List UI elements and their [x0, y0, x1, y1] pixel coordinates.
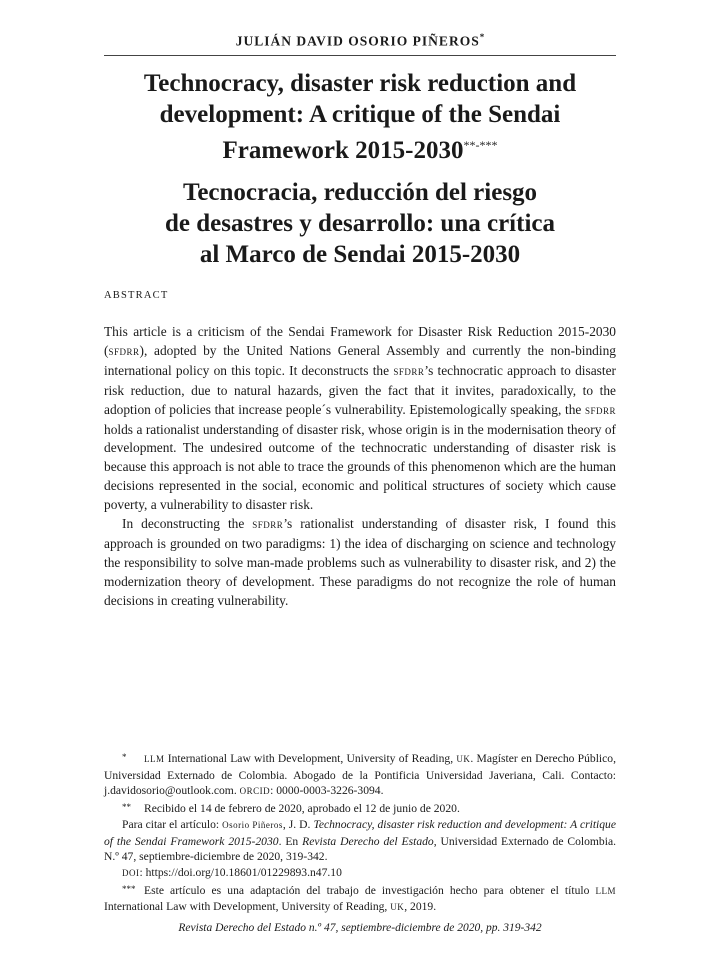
title-es-line-1: Tecnocracia, reducción del riesgo: [182, 179, 538, 206]
title-footnote-marks: **-***: [463, 138, 498, 152]
title-en-line-3: Framework 2015-2030: [222, 137, 464, 164]
running-footer: Revista Derecho del Estado n.º 47, septiembre-diciembre de 2020, pp. 319-342: [178, 922, 542, 934]
title-es-line-3: al Marco de Sendai 2015-2030: [199, 241, 521, 268]
footnote-citation: Para citar el artículo: Osorio Piñeros, J. D. Technocracy, disaster risk reduction and development: A critique of the Sendai Framework 2015-2030. En Revista Derecho del Estado, Universidad Externado de Colombia. N.º 47, septiembre-diciembre de 2020, 319-342.: [104, 817, 617, 864]
header-rule: [104, 55, 616, 56]
footnote-adaptation: *** Este artículo es una adaptación del trabajo de investigación hecho para obtener el título LLM International Law with Development, University of Reading, UK, 2019.: [104, 883, 616, 914]
footnote-doi: DOI: https://doi.org/10.18601/01229893.n47.10: [122, 865, 342, 879]
abstract-paragraph-1: This article is a criticism of the Sendai Framework for Disaster Risk Reduction 2015-2030 (SFDRR), adopted by the United Nations General Assembly and currently the non-binding international policy on this topic. It deconstructs the SFDRR’s technocratic approach to disaster risk reduction, due to natural hazards, given the fact that it invites, paradoxically, to the adoption of policies that increase people´s vulnerability. Epistemologically speaking, the SFDRR holds a rationalist understanding of disaster risk, whose origin is in the modernisation theory of development. The undesired outcome of the technocratic understanding of disaster risk is because this approach is not able to trace the grounds of this phenomenon which are the human decisions represented in the social, economic and political structures of society which cause poverty, a vulnerability to disaster risk.: [104, 324, 616, 513]
title-english: [80, 68, 640, 166]
author-footnote-mark: *: [479, 32, 485, 42]
author-name: JULIÁN DAVID OSORIO PIÑEROS: [235, 33, 480, 49]
footnotes: [104, 750, 616, 916]
abstract-paragraph-2: In deconstructing the SFDRR’s rationalist understanding of disaster risk, I found this approach is grounded on two paradigms: 1) the idea of discharging on science and technology the responsibility to solve man-made problems such as vulnerability to disaster risk, and 2) the modernization theory of development. These paradigms do not recognize the role of human decisions in creating vulnerability.: [104, 516, 617, 608]
footnote-mark: ***: [122, 883, 136, 894]
title-en-line-1: Technocracy, disaster risk reduction and: [143, 70, 577, 97]
footnote-author: * LLM International Law with Development, University of Reading, UK. Magíster en Derecho Público, Universidad Externado de Colombia. Abogado de la Pontificia Universidad Javeriana, Cali. Contacto: j.davidosorio@outlook.com. ORCID: 0000-0003-3226-3094.: [104, 752, 616, 798]
title-en-line-2: development: A critique of the Sendai: [159, 101, 561, 128]
footnote-mark: **: [122, 802, 131, 813]
doi-link[interactable]: : https://doi.org/10.18601/01229893.n47.10: [139, 865, 342, 879]
title-spanish: [80, 177, 640, 270]
footnote-mark: *: [122, 752, 127, 762]
footnote-dates: ** Recibido el 14 de febrero de 2020, aprobado el 12 de junio de 2020.: [122, 802, 460, 816]
title-es-line-2: de desastres y desarrollo: una crítica: [164, 210, 555, 237]
abstract-body: [104, 323, 616, 611]
author-header: [0, 32, 720, 50]
abstract-heading: ABSTRACT: [104, 290, 169, 301]
